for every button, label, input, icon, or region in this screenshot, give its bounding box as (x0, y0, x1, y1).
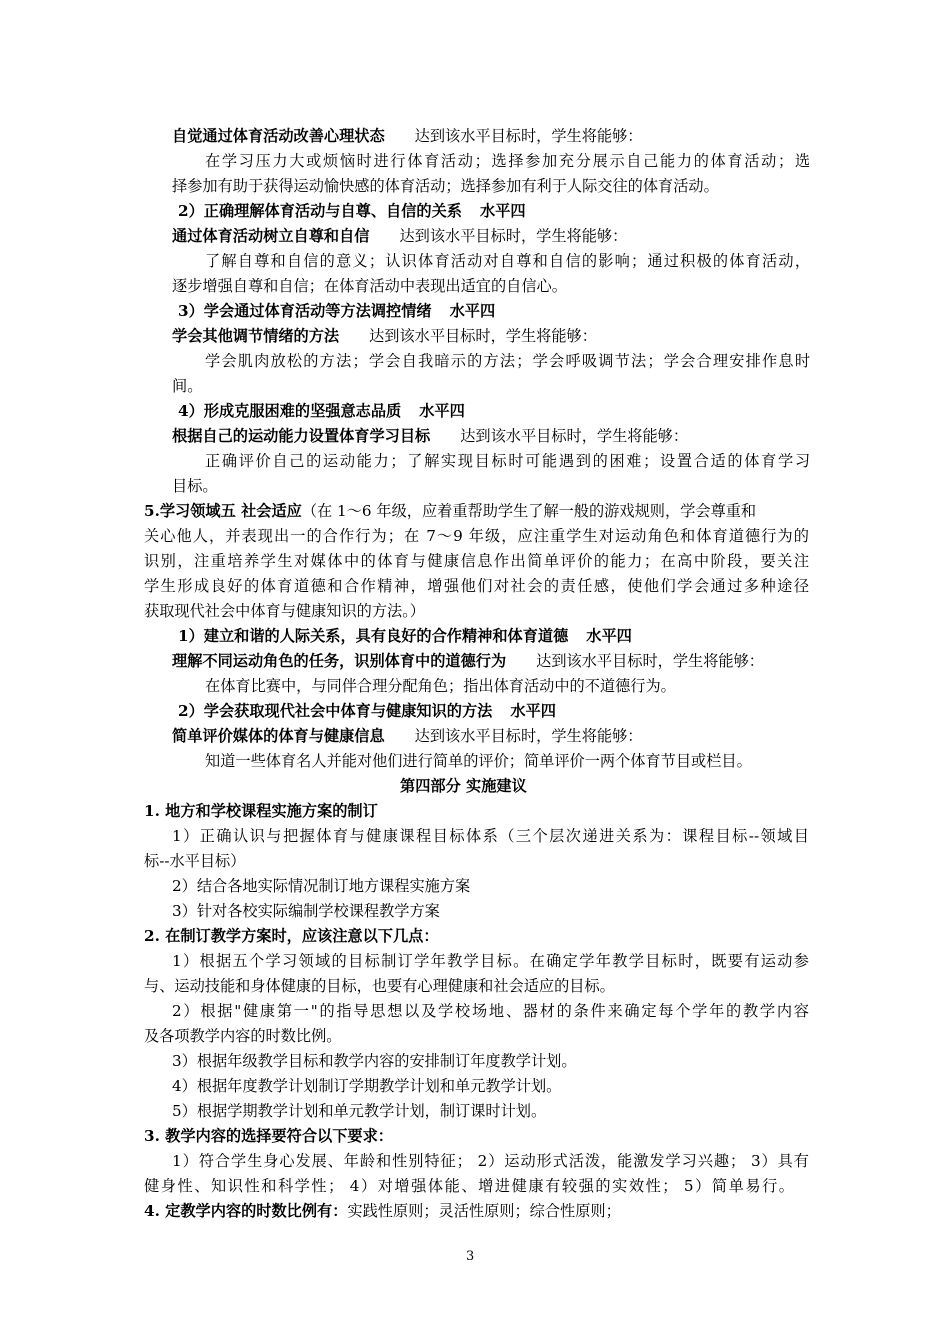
line-02: 在学习压力大或烦恼时进行体育活动；选择参加充分展示自己能力的体育活动；选 (205, 152, 810, 170)
line-36: 2）根据"健康第一"的指导思想以及学校场地、器材的条件来确定每个学年的教学内容 (172, 1002, 809, 1020)
line-28: 1. 地方和学校课程实施方案的制订 (144, 802, 378, 820)
line-30: 标--水平目标） (144, 852, 246, 870)
line-31: 2）结合各地实际情况制订地方课程实施方案 (172, 877, 471, 895)
line-44: 4. 定教学内容的时数比例有：实践性原则；灵活性原则；综合性原则； (144, 1202, 621, 1220)
line-35: 与、运动技能和身体健康的目标，也要有心理健康和社会适应的目标。 (144, 977, 615, 995)
line-29: 1）正确认识与把握体育与健康课程目标体系（三个层次递进关系为：课程目标--领域目 (172, 827, 809, 845)
line-09: 学会其他调节情绪的方法 达到该水平目标时，学生将能够： (172, 327, 597, 345)
line-04: 2）正确理解体育活动与自尊、自信的关系 水平四 (178, 202, 526, 220)
line-38: 3）根据年级教学目标和教学内容的安排制订年度教学计划。 (172, 1052, 577, 1070)
line-40: 5）根据学期教学计划和单元教学计划，制订课时计划。 (172, 1102, 547, 1120)
line-26: 知道一些体育名人并能对他们进行简单的评价；简单评价一两个体育节目或栏目。 (205, 752, 752, 770)
line-42: 1）符合学生身心发展、年龄和性别特征； 2）运动形式活泼，能激发学习兴趣； 3）具有 (172, 1152, 809, 1170)
line-18: 识别，注重培养学生对媒体中的体育与健康信息作出简单评价的能力；在高中阶段，要关注 (144, 552, 809, 570)
line-19: 学生形成良好的体育道德和合作精神，增强他们对社会的责任感，使他们学会通过多种途径 (144, 577, 809, 595)
line-16: 5.学习领域五 社会适应（在 1～6 年级，应着重帮助学生了解一般的游戏规则，学会尊重和 (144, 502, 757, 520)
line-23: 在体育比赛中，与同伴合理分配角色；指出体育活动中的不道德行为。 (205, 677, 676, 695)
line-33: 2. 在制订教学方案时，应该注意以下几点： (144, 927, 439, 945)
line-11: 间。 (172, 377, 203, 395)
page-number: 3 (466, 1249, 475, 1264)
line-17: 关心他人，并表现出一的合作行为；在 7～9 年级，应注重学生对运动角色和体育道德行为的 (144, 527, 809, 545)
line-39: 4）根据年度教学计划制订学期教学计划和单元教学计划。 (172, 1077, 562, 1095)
line-13: 根据自己的运动能力设置体育学习目标 达到该水平目标时，学生将能够： (172, 427, 688, 445)
line-34: 1）根据五个学习领域的目标制订学年教学目标。在确定学年教学目标时，既要有运动参 (172, 952, 809, 970)
line-22: 理解不同运动角色的任务，识别体育中的道德行为 达到该水平目标时，学生将能够： (172, 652, 764, 670)
line-03: 择参加有助于获得运动愉快感的体育活动；选择参加有利于人际交往的体育活动。 (172, 177, 719, 195)
line-20: 获取现代社会中体育与健康知识的方法。） (144, 602, 425, 620)
line-24: 2）学会获取现代社会中体育与健康知识的方法 水平四 (178, 702, 556, 720)
section-heading: 第四部分 实施建议 (400, 777, 527, 795)
line-07: 逐步增强自尊和自信；在体育活动中表现出适宜的自信心。 (172, 277, 567, 295)
line-15: 目标。 (172, 477, 218, 495)
line-05: 通过体育活动树立自尊和自信 达到该水平目标时，学生将能够： (172, 227, 628, 245)
line-25: 简单评价媒体的体育与健康信息 达到该水平目标时，学生将能够： (172, 727, 643, 745)
line-43: 健身性、知识性和科学性； 4）对增强体能、增进健康有较强的实效性； 5）简单易行。 (144, 1177, 794, 1195)
line-37: 及各项教学内容的时数比例。 (144, 1027, 342, 1045)
line-08: 3）学会通过体育活动等方法调控情绪 水平四 (178, 302, 496, 320)
line-12: 4）形成克服困难的坚强意志品质 水平四 (178, 402, 465, 420)
line-14: 正确评价自己的运动能力；了解实现目标时可能遇到的困难；设置合适的体育学习 (205, 452, 810, 470)
line-21: 1）建立和谐的人际关系，具有良好的合作精神和体育道德 水平四 (178, 627, 632, 645)
line-41: 3. 教学内容的选择要符合以下要求： (144, 1127, 393, 1145)
line-32: 3）针对各校实际编制学校课程教学方案 (172, 902, 440, 920)
line-01: 自觉通过体育活动改善心理状态 达到该水平目标时，学生将能够： (172, 127, 643, 145)
line-10: 学会肌肉放松的方法；学会自我暗示的方法；学会呼吸调节法；学会合理安排作息时 (205, 352, 810, 370)
line-06: 了解自尊和自信的意义；认识体育活动对自尊和自信的影响；通过积极的体育活动， (205, 252, 810, 270)
